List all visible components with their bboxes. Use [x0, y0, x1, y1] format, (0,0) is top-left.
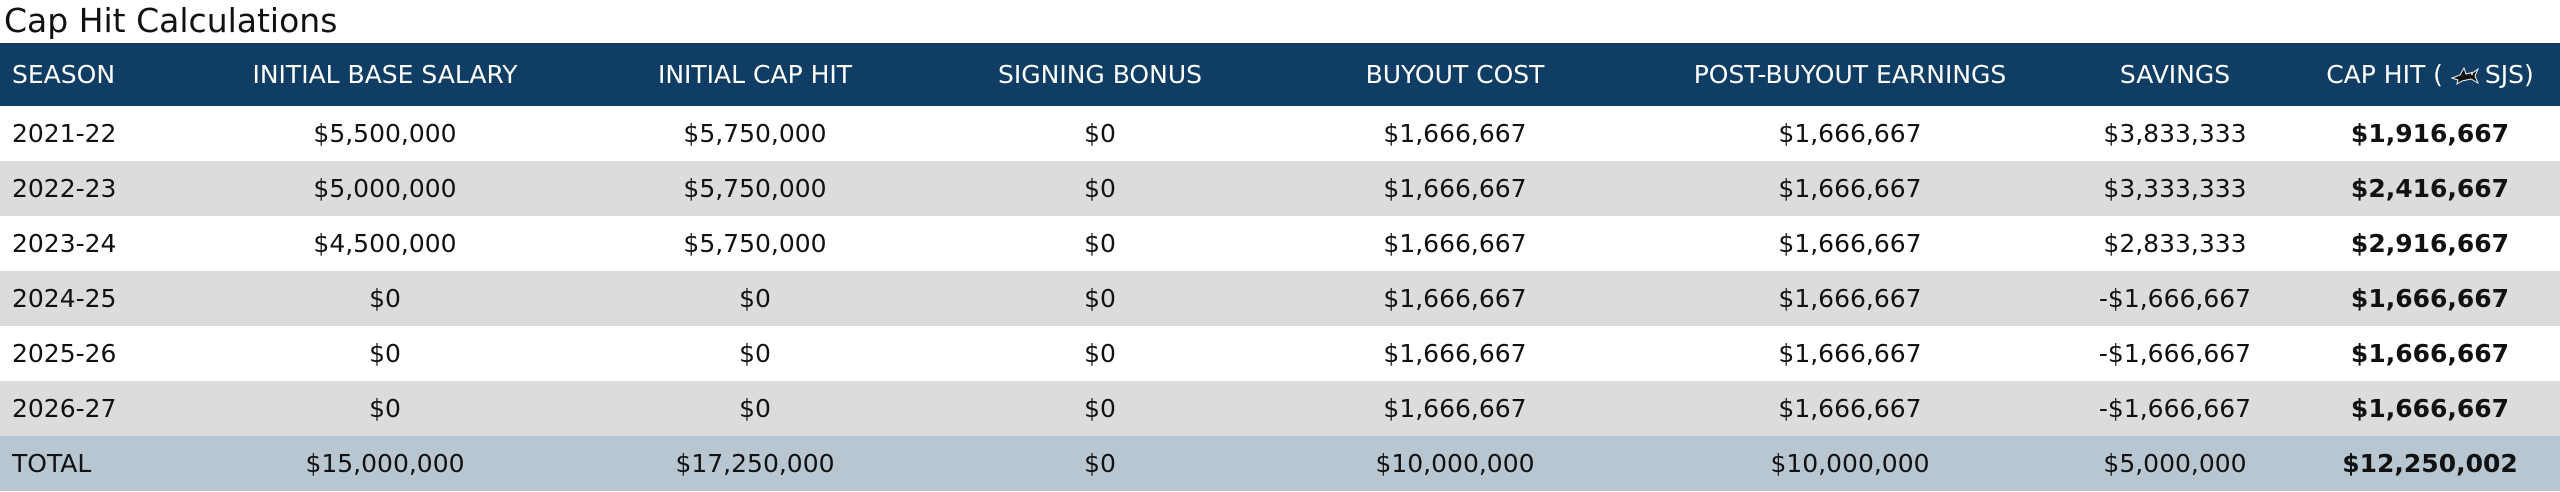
- column-header-post-buyout-earnings[interactable]: POST-BUYOUT EARNINGS: [1693, 60, 2007, 89]
- initial-base-salary-cell: $0: [369, 339, 401, 368]
- buyout-cost-cell: $1,666,667: [1383, 284, 1527, 313]
- savings-cell: $2,833,333: [2103, 229, 2247, 258]
- total-initial-base-salary-cell: $15,000,000: [305, 449, 465, 478]
- buyout-cost-cell: $1,666,667: [1383, 119, 1527, 148]
- cap-hit-cell: $1,916,667: [2350, 119, 2510, 148]
- column-header-initial-base-salary[interactable]: INITIAL BASE SALARY: [252, 60, 518, 89]
- initial-base-salary-cell: $5,500,000: [313, 119, 457, 148]
- initial-cap-hit-cell: $0: [739, 339, 771, 368]
- total-post-buyout-earnings-cell: $10,000,000: [1770, 449, 1930, 478]
- buyout-cost-cell: $1,666,667: [1383, 174, 1527, 203]
- initial-cap-hit-cell: $5,750,000: [683, 229, 827, 258]
- season-cell: 2023-24: [12, 229, 117, 258]
- signing-bonus-cell: $0: [1084, 174, 1116, 203]
- initial-base-salary-cell: $4,500,000: [313, 229, 457, 258]
- table-row: [0, 161, 2560, 216]
- column-header-signing-bonus[interactable]: SIGNING BONUS: [998, 60, 1202, 89]
- initial-base-salary-cell: $0: [369, 284, 401, 313]
- total-label-cell: TOTAL: [12, 449, 92, 478]
- column-header-season[interactable]: SEASON: [12, 60, 116, 89]
- cap-hit-table: [0, 43, 2560, 491]
- table-row: [0, 106, 2560, 161]
- season-cell: 2021-22: [12, 119, 117, 148]
- table-row: [0, 271, 2560, 326]
- post-buyout-earnings-cell: $1,666,667: [1778, 284, 1922, 313]
- signing-bonus-cell: $0: [1084, 394, 1116, 423]
- initial-base-salary-cell: $5,000,000: [313, 174, 457, 203]
- total-initial-cap-hit-cell: $17,250,000: [675, 449, 835, 478]
- total-signing-bonus-cell: $0: [1084, 449, 1116, 478]
- cap-hit-cell: $1,666,667: [2350, 339, 2510, 368]
- column-header-buyout-cost[interactable]: BUYOUT COST: [1365, 60, 1545, 89]
- signing-bonus-cell: $0: [1084, 339, 1116, 368]
- column-header-cap-hit[interactable]: [2300, 43, 2560, 106]
- buyout-cost-cell: $1,666,667: [1383, 339, 1527, 368]
- total-cap-hit-cell: $12,250,002: [2342, 449, 2518, 478]
- savings-cell: -$1,666,667: [2098, 284, 2252, 313]
- cap-hit-cell: $1,666,667: [2350, 284, 2510, 313]
- savings-cell: $3,333,333: [2103, 174, 2247, 203]
- table-row: [0, 216, 2560, 271]
- cap-hit-header-suffix: SJS): [2484, 60, 2534, 89]
- page-title: Cap Hit Calculations: [4, 1, 338, 40]
- season-cell: 2022-23: [12, 174, 117, 203]
- post-buyout-earnings-cell: $1,666,667: [1778, 229, 1922, 258]
- post-buyout-earnings-cell: $1,666,667: [1778, 119, 1922, 148]
- total-row: [0, 436, 2560, 491]
- buyout-cost-cell: $1,666,667: [1383, 394, 1527, 423]
- initial-base-salary-cell: $0: [369, 394, 401, 423]
- savings-cell: $3,833,333: [2103, 119, 2247, 148]
- initial-cap-hit-cell: $0: [739, 284, 771, 313]
- signing-bonus-cell: $0: [1084, 119, 1116, 148]
- cap-hit-header-prefix: CAP HIT (: [2326, 60, 2443, 89]
- signing-bonus-cell: $0: [1084, 284, 1116, 313]
- post-buyout-earnings-cell: $1,666,667: [1778, 394, 1922, 423]
- table-row: [0, 381, 2560, 436]
- sharks-logo-icon: [2451, 66, 2479, 86]
- table-row: [0, 326, 2560, 381]
- column-header-savings[interactable]: SAVINGS: [2119, 60, 2231, 89]
- table-header-row: [0, 43, 2560, 106]
- initial-cap-hit-cell: $0: [739, 394, 771, 423]
- savings-cell: -$1,666,667: [2098, 394, 2252, 423]
- post-buyout-earnings-cell: $1,666,667: [1778, 339, 1922, 368]
- total-buyout-cost-cell: $10,000,000: [1375, 449, 1535, 478]
- signing-bonus-cell: $0: [1084, 229, 1116, 258]
- initial-cap-hit-cell: $5,750,000: [683, 119, 827, 148]
- post-buyout-earnings-cell: $1,666,667: [1778, 174, 1922, 203]
- initial-cap-hit-cell: $5,750,000: [683, 174, 827, 203]
- column-header-initial-cap-hit[interactable]: INITIAL CAP HIT: [657, 60, 853, 89]
- savings-cell: -$1,666,667: [2098, 339, 2252, 368]
- season-cell: 2026-27: [12, 394, 117, 423]
- cap-hit-cell: $2,416,667: [2350, 174, 2510, 203]
- season-cell: 2024-25: [12, 284, 117, 313]
- season-cell: 2025-26: [12, 339, 117, 368]
- cap-hit-cell: $2,916,667: [2350, 229, 2510, 258]
- buyout-cost-cell: $1,666,667: [1383, 229, 1527, 258]
- total-savings-cell: $5,000,000: [2103, 449, 2247, 478]
- cap-hit-cell: $1,666,667: [2350, 394, 2510, 423]
